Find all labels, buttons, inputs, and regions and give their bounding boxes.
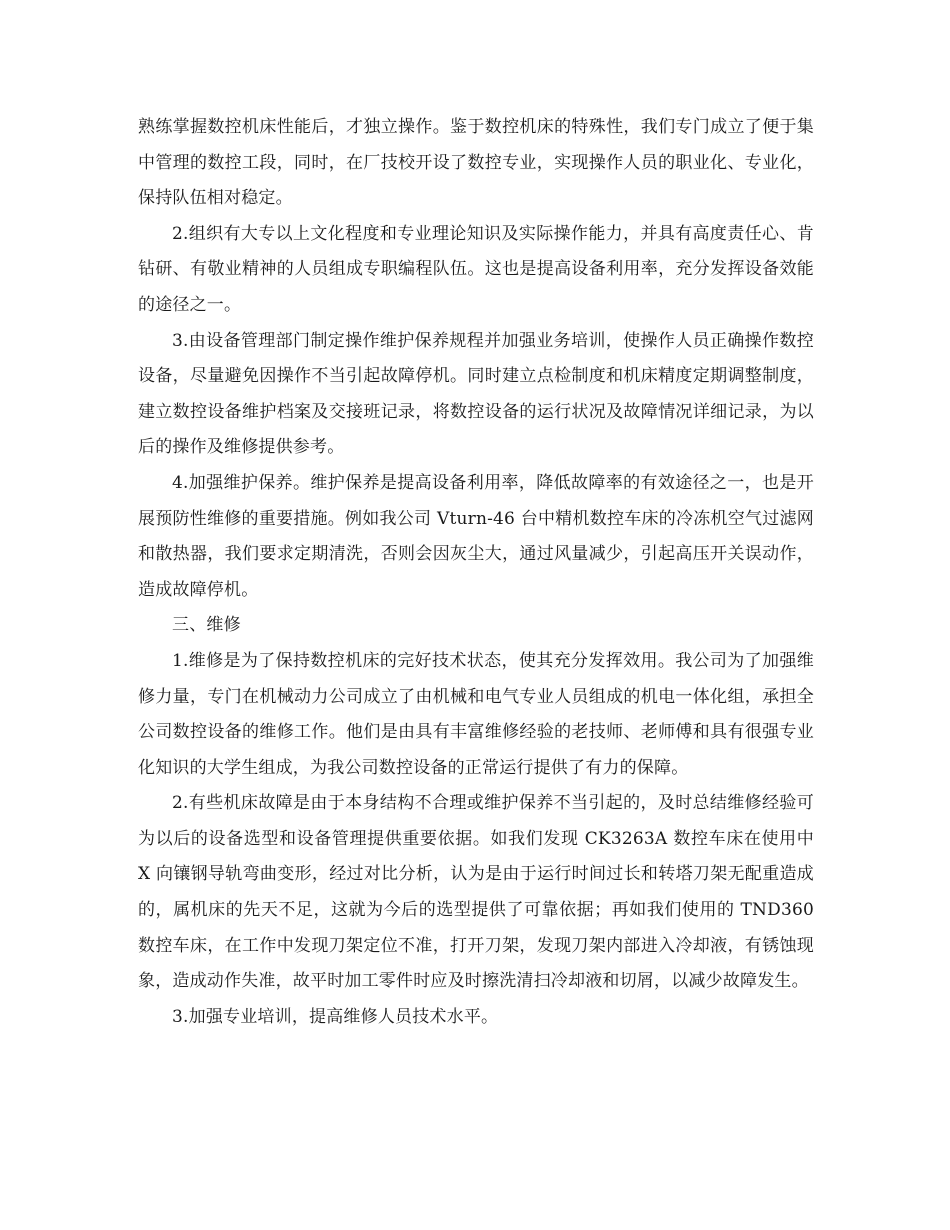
paragraph-item-2-programming-team: 2.组织有大专以上文化程度和专业理论知识及实际操作能力，并具有高度责任心、肯钻研、有敬业精神的人员组成专职编程队伍。这也是提高设备利用率，充分发挥设备效能的途径之一。 <box>138 223 814 315</box>
paragraph-repair-item-1: 1.维修是为了保持数控机床的完好技术状态，使其充分发挥效用。我公司为了加强维修力量，专门在机械动力公司成立了由机械和电气专业人员组成的机电一体化组，承担全公司数控设备的维修工作。他们是由具有丰富维修经验的老技师、老师傅和具有很强专业化知识的大学生组成，为我公司数控设备的正常运行提供了有力的保障。 <box>138 650 814 778</box>
paragraph-continuation: 熟练掌握数控机床性能后，才独立操作。鉴于数控机床的特殊性，我们专门成立了便于集中管理的数控工段，同时，在厂技校开设了数控专业，实现操作人员的职业化、专业化，保持队伍相对稳定。 <box>138 117 814 209</box>
paragraph-item-3-maintenance-rules: 3.由设备管理部门制定操作维护保养规程并加强业务培训，使操作人员正确操作数控设备，尽量避免因操作不当引起故障停机。同时建立点检制度和机床精度定期调整制度，建立数控设备维护档案及交接班记录，将数控设备的运行状况及故障情况详细记录，为以后的操作及维修提供参考。 <box>138 330 814 458</box>
paragraph-repair-item-2: 2.有些机床故障是由于本身结构不合理或维护保养不当引起的，及时总结维修经验可为以后的设备选型和设备管理提供重要依据。如我们发现 CK3263A 数控车床在使用中 X 向镶钢导轨弯曲变形，经过对比分析，认为是由于运行时间过长和转塔刀架无配重造成的，属机床的先天不足，这就为今后的选型提供了可靠依据；再如我们使用的 TND360 数控车床，在工作中发现刀架定位不准，打开刀架，发现刀架内部进入冷却液，有锈蚀现象，造成动作失准，故平时加工零件时应及时擦洗清扫冷却液和切屑，以减少故障发生。 <box>138 793 814 992</box>
paragraph-repair-item-3: 3.加强专业培训，提高维修人员技术水平。 <box>172 1006 499 1027</box>
document-body <box>138 110 814 1035</box>
paragraph-item-4-maintenance: 4.加强维护保养。维护保养是提高设备利用率，降低故障率的有效途径之一，也是开展预防性维修的重要措施。例如我公司 Vturn-46 台中精机数控车床的冷冻机空气过滤网和散热器，我们要求定期清洗，否则会因灰尘大，通过风量减少，引起高压开关误动作，造成故障停机。 <box>138 472 814 600</box>
section-heading-repair: 三、维修 <box>172 615 241 636</box>
